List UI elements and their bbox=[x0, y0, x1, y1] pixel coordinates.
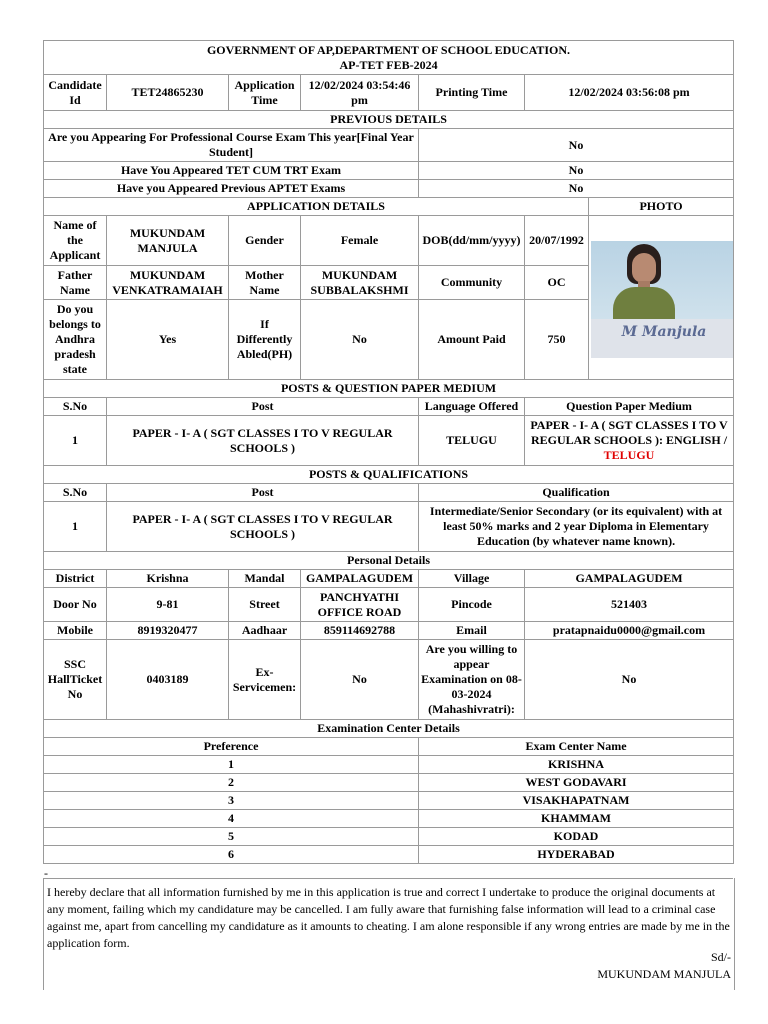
exam-center-row bbox=[44, 756, 734, 774]
aadhaar-value: 859114692788 bbox=[301, 622, 419, 640]
application-form bbox=[43, 40, 733, 864]
medium-text: PAPER - I- A ( SGT CLASSES I TO V REGULAR SCHOOLS ): ENGLISH / bbox=[530, 418, 728, 447]
sno-value: 1 bbox=[44, 502, 107, 552]
qualification-value: Intermediate/Senior Secondary (or its equivalent) with at least 50% marks and 2 year Diploma in Elementary Education (by whatever name known). bbox=[419, 502, 734, 552]
email-value: pratapnaidu0000@gmail.com bbox=[525, 622, 734, 640]
medium-header: Question Paper Medium bbox=[525, 398, 734, 416]
preference-value: 1 bbox=[44, 756, 419, 774]
amount-paid-label: Amount Paid bbox=[419, 300, 525, 380]
center-name-value: KRISHNA bbox=[419, 756, 734, 774]
post-value: PAPER - I- A ( SGT CLASSES I TO V REGULAR SCHOOLS ) bbox=[107, 502, 419, 552]
street-value: PANCHYATHI OFFICE ROAD bbox=[301, 588, 419, 622]
ap-state-label: Do you belongs to Andhra pradesh state bbox=[44, 300, 107, 380]
pincode-value: 521403 bbox=[525, 588, 734, 622]
district-label: District bbox=[44, 570, 107, 588]
mandal-label: Mandal bbox=[229, 570, 301, 588]
preference-value: 5 bbox=[44, 828, 419, 846]
medium-value bbox=[525, 416, 734, 466]
exam-center-header-row bbox=[44, 738, 734, 756]
qualification-header: Qualification bbox=[419, 484, 734, 502]
applicant-name-label: Name of the Applicant bbox=[44, 216, 107, 266]
previous-row bbox=[44, 129, 734, 162]
door-value: 9-81 bbox=[107, 588, 229, 622]
sno-value: 1 bbox=[44, 416, 107, 466]
candidate-id-label: Candidate Id bbox=[44, 75, 107, 111]
willing-value: No bbox=[525, 640, 734, 720]
signature-mark: Sd/- bbox=[710, 950, 731, 964]
applicant-row bbox=[44, 216, 734, 266]
posts-medium-title: POSTS & QUESTION PAPER MEDIUM bbox=[44, 380, 734, 398]
posts-medium-header-row bbox=[44, 398, 734, 416]
mobile-value: 8919320477 bbox=[107, 622, 229, 640]
language-header: Language Offered bbox=[419, 398, 525, 416]
ssc-label: SSC HallTicket No bbox=[44, 640, 107, 720]
preference-value: 4 bbox=[44, 810, 419, 828]
previous-row bbox=[44, 180, 734, 198]
exam-center-row bbox=[44, 828, 734, 846]
address-row bbox=[44, 588, 734, 622]
center-name-value: VISAKHAPATNAM bbox=[419, 792, 734, 810]
exam-center-row bbox=[44, 810, 734, 828]
photo-body bbox=[613, 287, 675, 323]
center-name-value: KHAMMAM bbox=[419, 810, 734, 828]
contact-row bbox=[44, 622, 734, 640]
ph-value: No bbox=[301, 300, 419, 380]
previous-question: Have you Appeared Previous APTET Exams bbox=[44, 180, 419, 198]
candidate-id-value: TET24865230 bbox=[107, 75, 229, 111]
previous-question: Have You Appeared TET CUM TRT Exam bbox=[44, 162, 419, 180]
mother-name-label: Mother Name bbox=[229, 266, 301, 300]
gender-label: Gender bbox=[229, 216, 301, 266]
exam-center-row bbox=[44, 792, 734, 810]
personal-details-title: Personal Details bbox=[44, 552, 734, 570]
medium-telugu-highlight: TELUGU bbox=[603, 448, 655, 462]
mobile-label: Mobile bbox=[44, 622, 107, 640]
previous-details-title: PREVIOUS DETAILS bbox=[44, 111, 734, 129]
applicant-name-value: MUKUNDAM MANJULA bbox=[107, 216, 229, 266]
ap-state-value: Yes bbox=[107, 300, 229, 380]
header-line2: AP-TET FEB-2024 bbox=[339, 57, 438, 72]
application-time-label: Application Time bbox=[229, 75, 301, 111]
village-label: Village bbox=[419, 570, 525, 588]
previous-answer: No bbox=[419, 129, 734, 162]
dob-value: 20/07/1992 bbox=[525, 216, 589, 266]
exam-center-row bbox=[44, 846, 734, 864]
application-details-title: APPLICATION DETAILS bbox=[44, 198, 589, 216]
posts-qual-row bbox=[44, 502, 734, 552]
separator-dash: - bbox=[44, 866, 48, 880]
gender-value: Female bbox=[301, 216, 419, 266]
previous-question: Are you Appearing For Professional Course Exam This year[Final Year Student] bbox=[44, 129, 419, 162]
posts-qual-header-row bbox=[44, 484, 734, 502]
preference-value: 3 bbox=[44, 792, 419, 810]
ssc-row bbox=[44, 640, 734, 720]
community-value: OC bbox=[525, 266, 589, 300]
posts-medium-row bbox=[44, 416, 734, 466]
ssc-value: 0403189 bbox=[107, 640, 229, 720]
language-value: TELUGU bbox=[419, 416, 525, 466]
mother-name-value: MUKUNDAM SUBBALAKSHMI bbox=[301, 266, 419, 300]
photo-face bbox=[632, 253, 656, 283]
preference-value: 2 bbox=[44, 774, 419, 792]
ex-servicemen-label: Ex-Servicemen: bbox=[229, 640, 301, 720]
declaration-text: I hereby declare that all information furnished by me in this application is true and correct I undertake to produce the original documents at any moment, failing which my candidature may be cancelled. I am fully aware that furnishing false information will lead to a criminal case against me, apart from cancelling my candidature as it amounts to cheating. I am alone responsible if any wrong entries are made by me in the application form. bbox=[47, 885, 730, 950]
district-value: Krishna bbox=[107, 570, 229, 588]
preference-header: Preference bbox=[44, 738, 419, 756]
ex-servicemen-value: No bbox=[301, 640, 419, 720]
willing-label: Are you willing to appear Examination on 08-03-2024 (Mahashivratri): bbox=[419, 640, 525, 720]
previous-answer: No bbox=[419, 180, 734, 198]
post-header: Post bbox=[107, 398, 419, 416]
form-header bbox=[44, 41, 734, 75]
sno-header: S.No bbox=[44, 484, 107, 502]
center-name-value: HYDERABAD bbox=[419, 846, 734, 864]
photo-signature: M Manjula bbox=[621, 324, 707, 340]
father-name-value: MUKUNDAM VENKATRAMAIAH bbox=[107, 266, 229, 300]
center-name-value: WEST GODAVARI bbox=[419, 774, 734, 792]
sno-header: S.No bbox=[44, 398, 107, 416]
printing-time-label: Printing Time bbox=[419, 75, 525, 111]
aadhaar-label: Aadhaar bbox=[229, 622, 301, 640]
posts-qual-title: POSTS & QUALIFICATIONS bbox=[44, 466, 734, 484]
email-label: Email bbox=[419, 622, 525, 640]
location-row bbox=[44, 570, 734, 588]
application-time-value: 12/02/2024 03:54:46 pm bbox=[301, 75, 419, 111]
photo-cell bbox=[589, 216, 734, 380]
declaration-box bbox=[43, 878, 735, 990]
father-name-label: Father Name bbox=[44, 266, 107, 300]
post-value: PAPER - I- A ( SGT CLASSES I TO V REGULAR SCHOOLS ) bbox=[107, 416, 419, 466]
previous-answer: No bbox=[419, 162, 734, 180]
village-value: GAMPALAGUDEM bbox=[525, 570, 734, 588]
ph-label: If Differently Abled(PH) bbox=[229, 300, 301, 380]
photo-label: PHOTO bbox=[589, 198, 734, 216]
amount-paid-value: 750 bbox=[525, 300, 589, 380]
community-label: Community bbox=[419, 266, 525, 300]
printing-time-value: 12/02/2024 03:56:08 pm bbox=[525, 75, 734, 111]
post-header: Post bbox=[107, 484, 419, 502]
dob-label: DOB(dd/mm/yyyy) bbox=[419, 216, 525, 266]
header-line1: GOVERNMENT OF AP,DEPARTMENT OF SCHOOL EDUCATION. bbox=[206, 42, 571, 57]
candidate-row bbox=[44, 75, 734, 111]
applicant-photo bbox=[591, 241, 734, 358]
door-label: Door No bbox=[44, 588, 107, 622]
street-label: Street bbox=[229, 588, 301, 622]
preference-value: 6 bbox=[44, 846, 419, 864]
signature-name: MUKUNDAM MANJULA bbox=[597, 967, 731, 981]
application-table bbox=[43, 40, 734, 864]
exam-center-row bbox=[44, 774, 734, 792]
previous-row bbox=[44, 162, 734, 180]
mandal-value: GAMPALAGUDEM bbox=[301, 570, 419, 588]
center-name-value: KODAD bbox=[419, 828, 734, 846]
exam-center-title: Examination Center Details bbox=[44, 720, 734, 738]
pincode-label: Pincode bbox=[419, 588, 525, 622]
center-name-header: Exam Center Name bbox=[419, 738, 734, 756]
